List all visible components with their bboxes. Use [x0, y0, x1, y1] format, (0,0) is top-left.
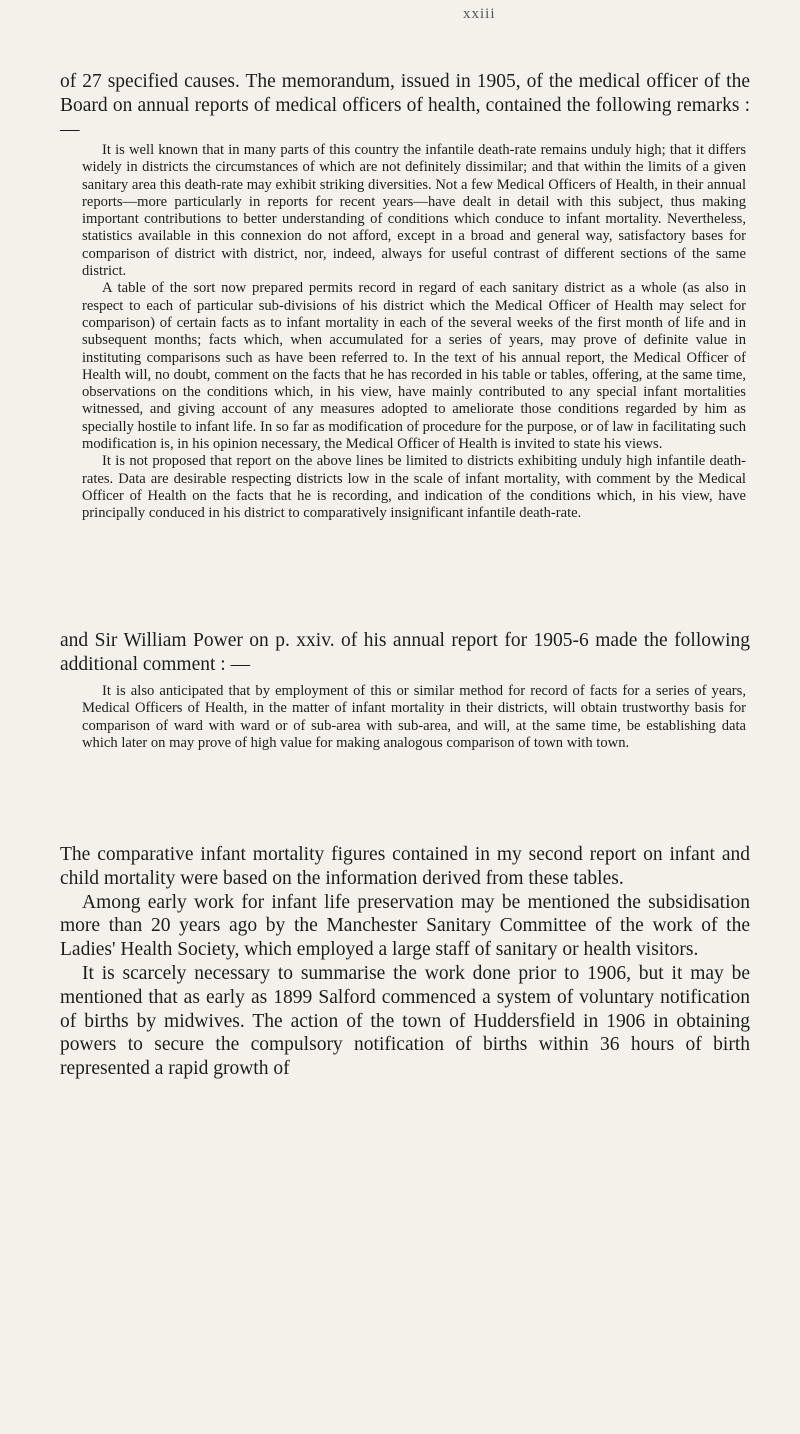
quotation-block-one — [82, 142, 746, 523]
quote-one-paragraph-2: A table of the sort now prepared permits record in regard of each sanitary district as a whole (as also in respect to each of particular sub-divisions of his district which the Medical Officer of Health may select for comparison) of certain facts as to infant mortality in each of the several weeks of the first month of life and in subsequent months; facts which, when accumulated for a series of years, may prove of definite value in instituting comparisons such as have been referred to. In the text of his annual report, the Medical Officer of Health will, no doubt, comment on the facts that he has recorded in his table or tables, offering, at the same time, observations on the conditions which, in his view, have mainly contributed to any special infant mortalities witnessed, and giving account of any measures adopted to ameliorate those conditions regarded by him as specially hostile to infant life. In so far as modification of procedure for the purpose, or of law in facilitating such modification is, in his opinion necessary, the Medical Officer of Health is invited to state his views. — [82, 280, 746, 453]
page-number: xxiii — [463, 6, 496, 22]
intro-paragraph: of 27 specified causes. The memorandum, issued in 1905, of the medical officer of the Board on annual reports of medical officers of health, contained the following remarks : — — [60, 71, 750, 140]
quote-one-paragraph-3: It is not proposed that report on the above lines be limited to districts exhibiting unduly high infantile death-rates. Data are desirable respecting districts low in the scale of infant mortality, with comment by the Medical Officer of Health on the facts that he is recording, and indication of the conditions which, in his view, have principally conduced in his district to comparatively insignificant infantile death-rate. — [82, 453, 746, 522]
quote-one-paragraph-1: It is well known that in many parts of this country the infantile death-rate remains unduly high; that it differs widely in districts the circumstances of which are not definitely dissimilar; and that within the limits of a given sanitary area this death-rate may exhibit striking diversities. Not a few Medical Officers of Health, in their annual reports—more particularly in reports for recent years—have dealt in detail with this subject, thus making important contributions to better understanding of conditions which conduce to infant mortality. Nevertheless, statistics available in this connexion do not afford, except in a broad and general way, satisfactory bases for comparison of district with district, nor, indeed, always for useful contrast of different sections of the same district. — [82, 142, 746, 280]
middle-paragraph: and Sir William Power on p. xxiv. of his annual report for 1905-6 made the following additional comment : — — [60, 630, 750, 675]
quotation-block-two — [82, 683, 746, 752]
closing-section — [60, 843, 750, 1081]
closing-paragraph-2: Among early work for infant life preservation may be mentioned the subsidisation more than 20 years ago by the Manchester Sanitary Committee of the work of the Ladies' Health Society, which employed a large staff of sanitary or health visitors. — [60, 891, 750, 961]
closing-paragraph-3: It is scarcely necessary to summarise the work done prior to 1906, but it may be mentioned that as early as 1899 Salford commenced a system of voluntary notification of births by midwives. The action of the town of Huddersfield in 1906 in obtaining powers to secure the compulsory notification of births within 36 hours of birth represented a rapid growth of — [60, 962, 750, 1080]
closing-paragraph-1: The comparative infant mortality figures contained in my second report on infant and child mortality were based on the information derived from these tables. — [60, 844, 750, 889]
quote-two-paragraph: It is also anticipated that by employment of this or similar method for record of facts for a series of years, Medical Officers of Health, in the matter of infant mortality in their districts, will obtain trustworthy basis for comparison of ward with ward or of sub-area with sub-area, and will, at the same time, be establishing data which later on may prove of high value for making analogous comparison of town with town. — [82, 683, 746, 751]
